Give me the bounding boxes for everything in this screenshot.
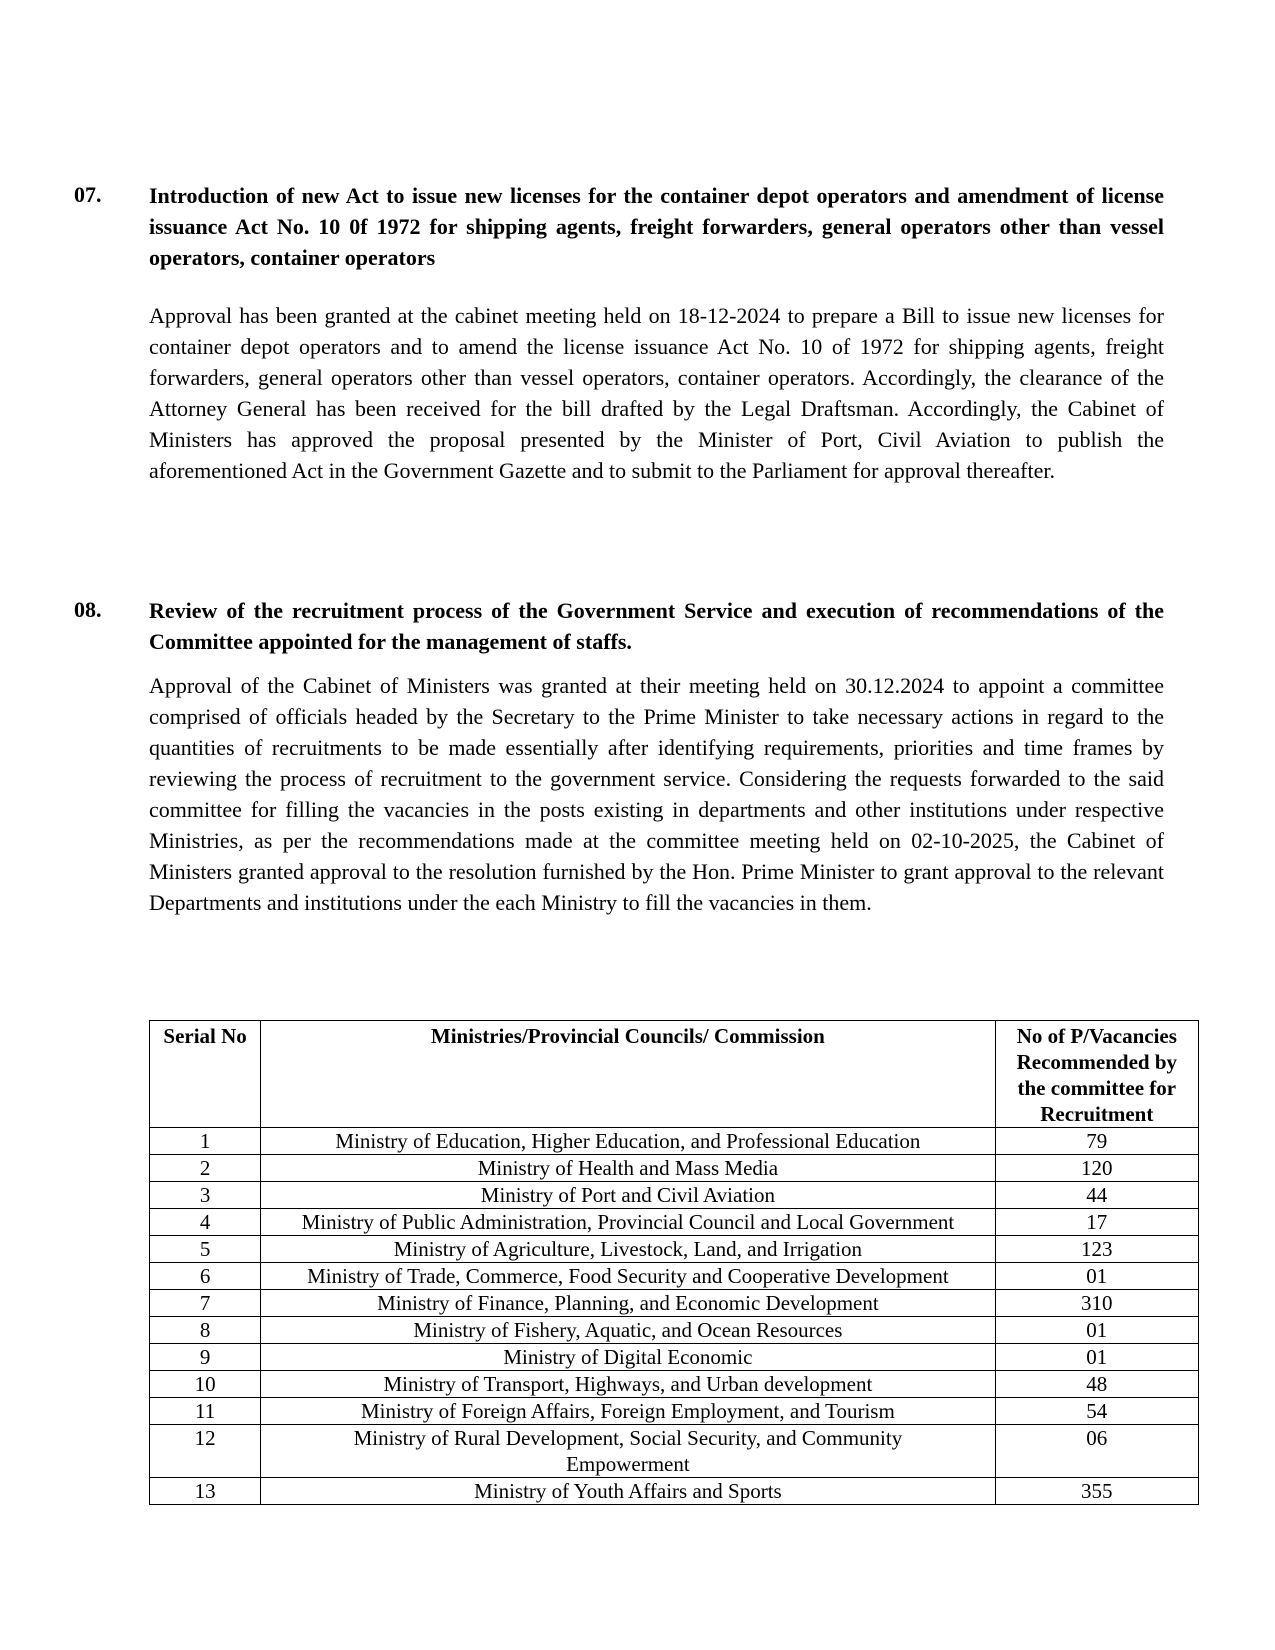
cell-serial: 7	[150, 1290, 261, 1317]
cell-vacancies: 44	[995, 1182, 1198, 1209]
cell-vacancies: 123	[995, 1236, 1198, 1263]
cell-vacancies: 310	[995, 1290, 1198, 1317]
section-07-title: Introduction of new Act to issue new licenses for the container depot operators and amendment of license issuance Act No. 10 0f 1972 for shipping agents, freight forwarders, general operators other than vessel operators, container operators	[149, 183, 1164, 270]
cell-serial: 11	[150, 1398, 261, 1425]
cell-vacancies: 01	[995, 1263, 1198, 1290]
table-row	[150, 1344, 1199, 1371]
table-row	[150, 1478, 1199, 1505]
cell-serial: 5	[150, 1236, 261, 1263]
cell-vacancies: 79	[995, 1128, 1198, 1155]
cell-serial: 4	[150, 1209, 261, 1236]
cell-vacancies: 355	[995, 1478, 1198, 1505]
section-08-number: 08.	[74, 597, 102, 622]
table-row	[150, 1290, 1199, 1317]
cell-vacancies: 54	[995, 1398, 1198, 1425]
table-row	[150, 1155, 1199, 1182]
table-row	[150, 1398, 1199, 1425]
table-row	[150, 1128, 1199, 1155]
table-row	[150, 1425, 1199, 1478]
cell-ministry: Ministry of Trade, Commerce, Food Security and Cooperative Development	[261, 1263, 995, 1290]
cell-ministry: Ministry of Fishery, Aquatic, and Ocean Resources	[261, 1317, 995, 1344]
cell-ministry: Ministry of Rural Development, Social Security, and Community Empowerment	[261, 1425, 995, 1478]
cell-ministry: Ministry of Education, Higher Education, and Professional Education	[261, 1128, 995, 1155]
cell-ministry: Ministry of Youth Affairs and Sports	[261, 1478, 995, 1505]
cell-serial: 8	[150, 1317, 261, 1344]
section-08-title: Review of the recruitment process of the Government Service and execution of recommendations of the Committee appointed for the management of staffs.	[149, 598, 1164, 654]
header-serial-no: Serial No	[150, 1021, 261, 1128]
cell-serial: 1	[150, 1128, 261, 1155]
cell-vacancies: 06	[995, 1425, 1198, 1478]
section-07-body: Approval has been granted at the cabinet meeting held on 18-12-2024 to prepare a Bill to issue new licenses for container depot operators and to amend the license issuance Act No. 10 of 1972 for shipping agents, freight forwarders, general operators other than vessel operators, container operators. Accordingly, the clearance of the Attorney General has been received for the bill drafted by the Legal Draftsman. Accordingly, the Cabinet of Ministers has approved the proposal presented by the Minister of Port, Civil Aviation to publish the aforementioned Act in the Government Gazette and to submit to the Parliament for approval thereafter.	[149, 303, 1164, 483]
cell-vacancies: 48	[995, 1371, 1198, 1398]
table-row	[150, 1317, 1199, 1344]
header-vacancies: No of P/Vacancies Recommended by the committee for Recruitment	[995, 1021, 1198, 1128]
table-row	[150, 1182, 1199, 1209]
cell-serial: 6	[150, 1263, 261, 1290]
cell-ministry: Ministry of Health and Mass Media	[261, 1155, 995, 1182]
cell-ministry: Ministry of Port and Civil Aviation	[261, 1182, 995, 1209]
cell-serial: 10	[150, 1371, 261, 1398]
cell-ministry: Ministry of Agriculture, Livestock, Land, and Irrigation	[261, 1236, 995, 1263]
cell-serial: 9	[150, 1344, 261, 1371]
cell-vacancies: 120	[995, 1155, 1198, 1182]
cell-ministry: Ministry of Transport, Highways, and Urban development	[261, 1371, 995, 1398]
table-row	[150, 1236, 1199, 1263]
cell-serial: 2	[150, 1155, 261, 1182]
vacancies-table	[149, 1020, 1199, 1505]
table-header-row	[150, 1021, 1199, 1128]
cell-ministry: Ministry of Foreign Affairs, Foreign Employment, and Tourism	[261, 1398, 995, 1425]
table-row	[150, 1263, 1199, 1290]
cell-vacancies: 01	[995, 1317, 1198, 1344]
cell-ministry: Ministry of Finance, Planning, and Economic Development	[261, 1290, 995, 1317]
table-row	[150, 1209, 1199, 1236]
cell-vacancies: 17	[995, 1209, 1198, 1236]
section-07-number: 07.	[74, 182, 102, 207]
cell-vacancies: 01	[995, 1344, 1198, 1371]
section-08-body: Approval of the Cabinet of Ministers was granted at their meeting held on 30.12.2024 to appoint a committee comprised of officials headed by the Secretary to the Prime Minister to take necessary actions in regard to the quantities of recruitments to be made essentially after identifying requirements, priorities and time frames by reviewing the process of recruitment to the government service. Considering the requests forwarded to the said committee for filling the vacancies in the posts existing in departments and other institutions under respective Ministries, as per the recommendations made at the committee meeting held on 02-10-2025, the Cabinet of Ministers granted approval to the resolution furnished by the Hon. Prime Minister to grant approval to the relevant Departments and institutions under the each Ministry to fill the vacancies in them.	[149, 673, 1164, 915]
table-body	[150, 1128, 1199, 1505]
header-ministries: Ministries/Provincial Councils/ Commission	[261, 1021, 995, 1128]
cell-ministry: Ministry of Public Administration, Provincial Council and Local Government	[261, 1209, 995, 1236]
cell-serial: 13	[150, 1478, 261, 1505]
cell-serial: 3	[150, 1182, 261, 1209]
cell-serial: 12	[150, 1425, 261, 1478]
cell-ministry: Ministry of Digital Economic	[261, 1344, 995, 1371]
table-row	[150, 1371, 1199, 1398]
